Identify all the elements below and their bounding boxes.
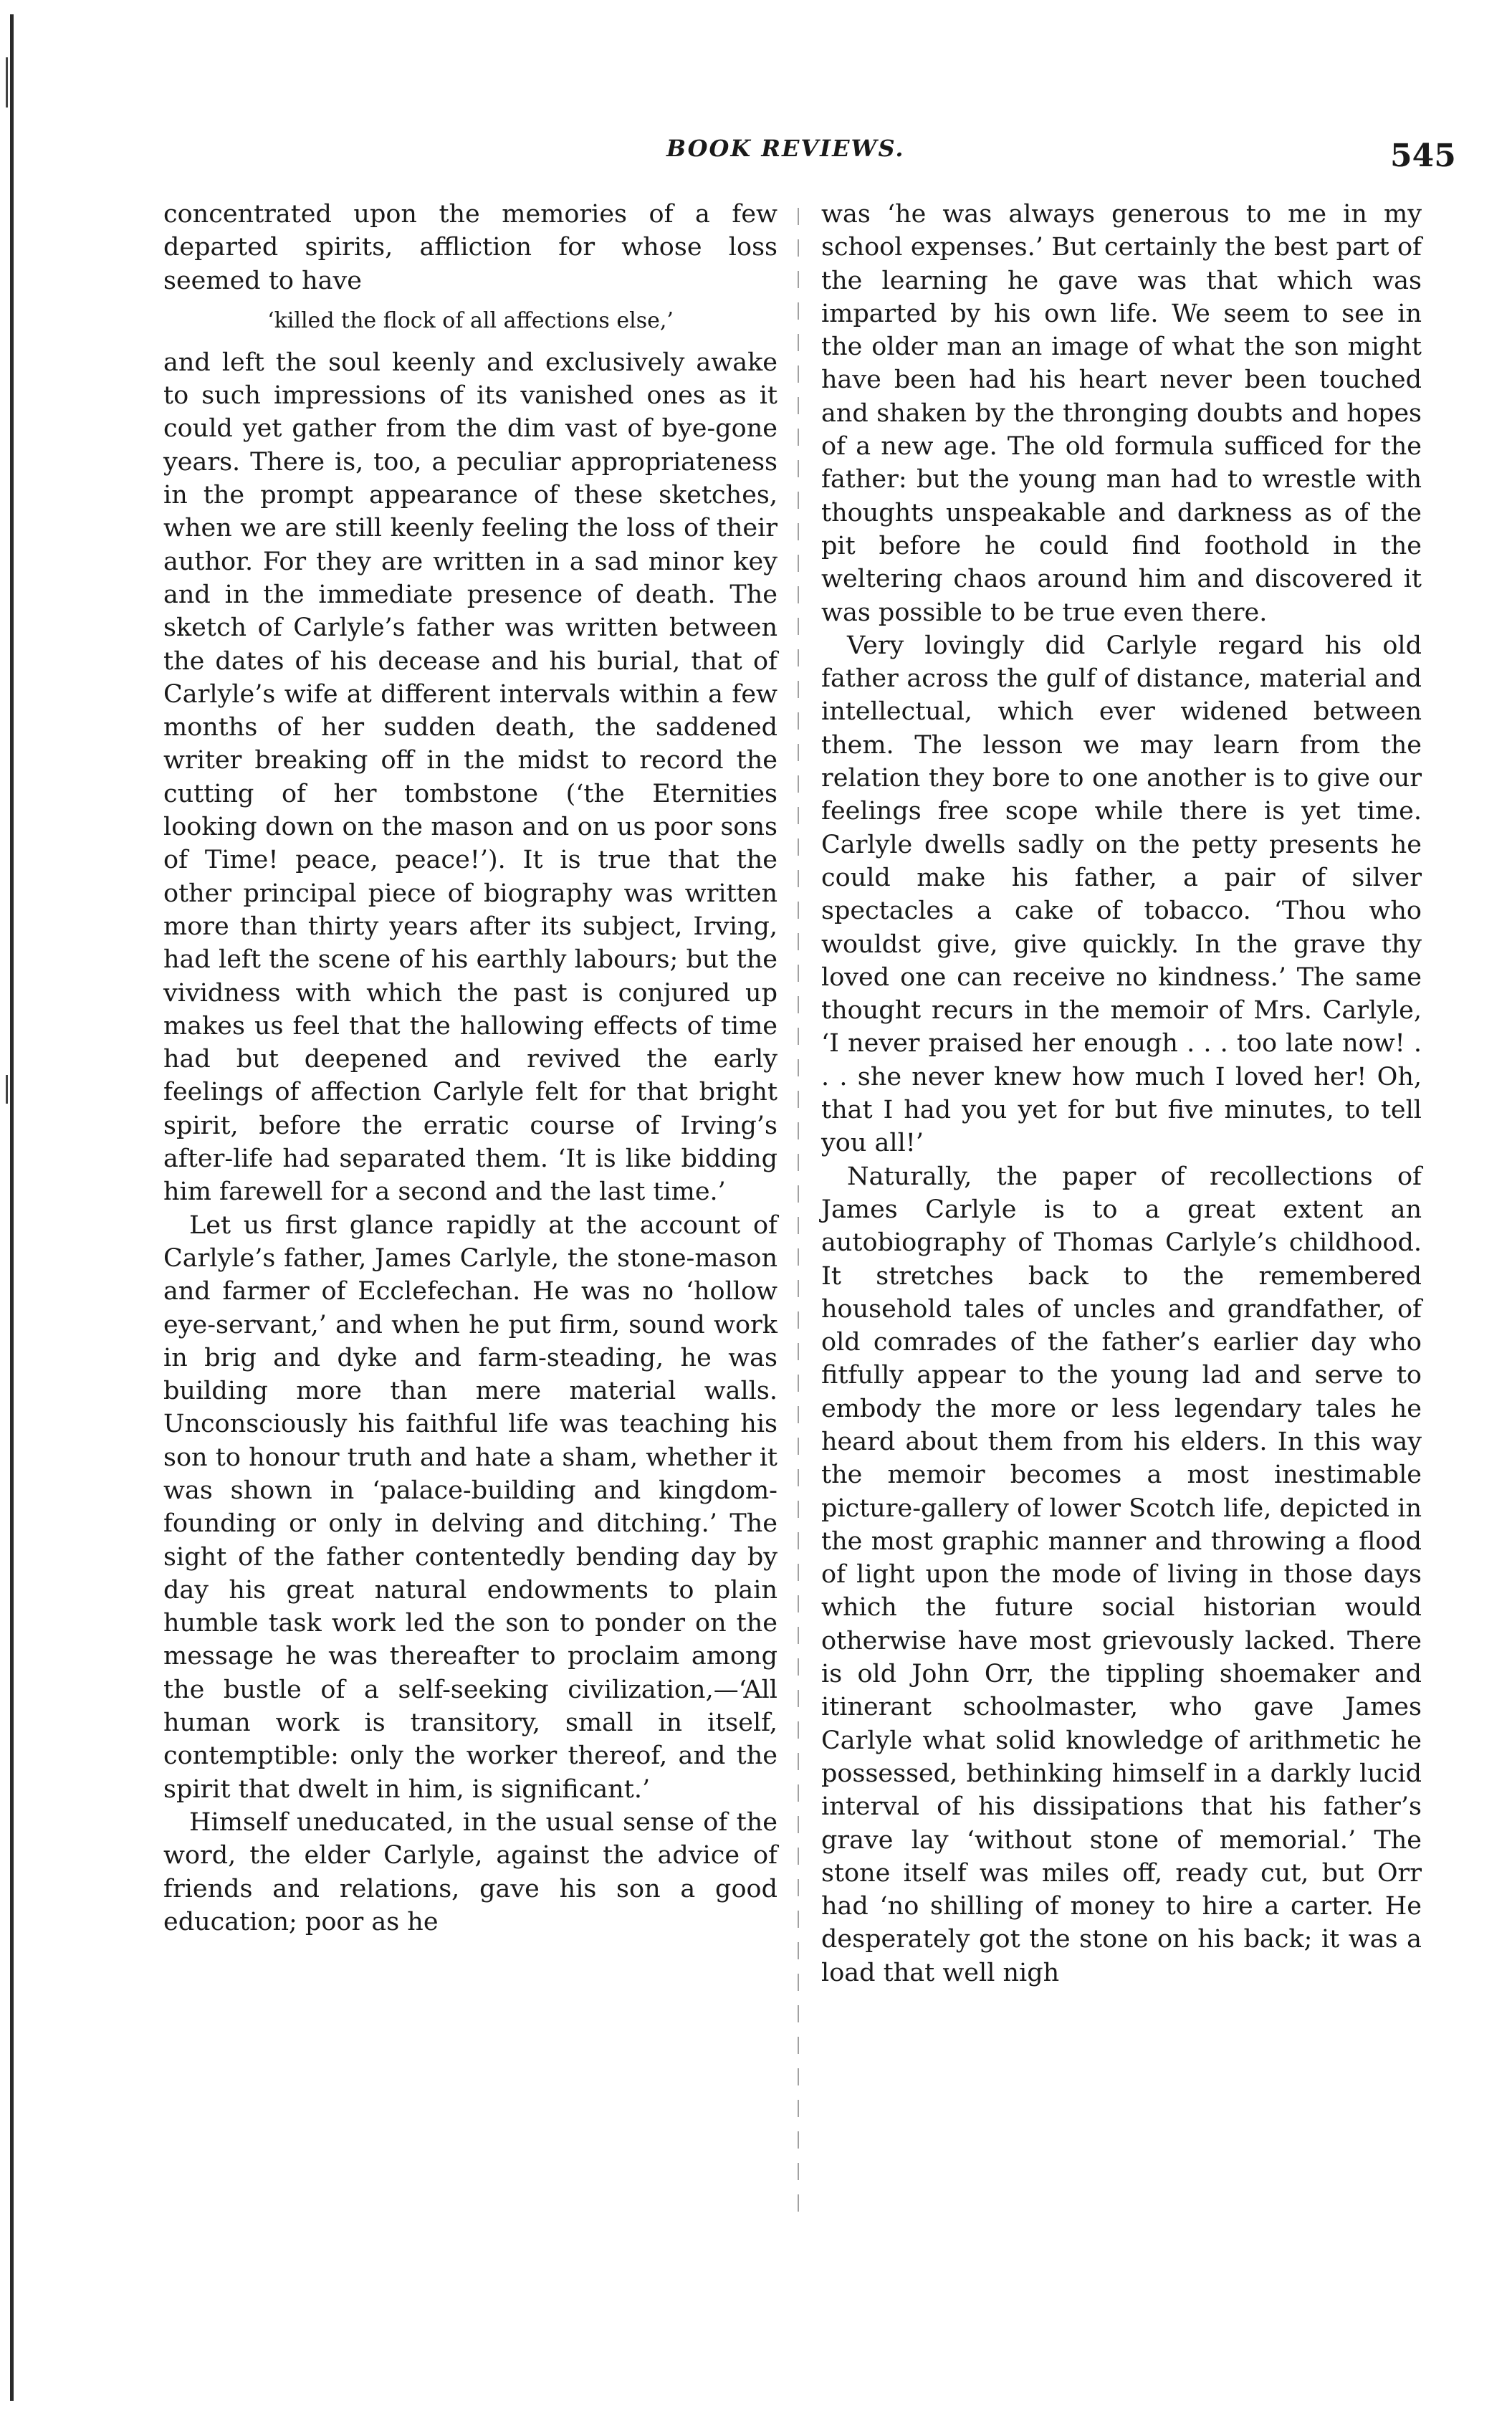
paragraph: and left the soul keenly and exclusively awake to such impressions of its vanished ones as it could yet gather from the dim vast of bye-gone years. There is, too, a peculiar appropriateness in the prompt appearance of these sketches, when we are still keenly feeling the loss of their author. For they are written in a sad minor key and in the immediate presence of death. The sketch of Carlyle’s father was written between the dates of his decease and his burial, that of Carlyle’s wife at different intervals within a few months of her sudden death, the saddened writer breaking off in the midst to record the cutting of her tombstone (‘the Eternities looking down on the mason and on us poor sons of Time! peace, peace!’). It is true that the other principal piece of biography was written more than thirty years after its subject, Irving, had left the scene of his earthly labours; but the vividness with which the past is conjured up makes us feel that the hallowing effects of time had but deepened and revived the early feelings of affection Carlyle felt for that bright spirit, before the erratic course of Irving’s after-life had separated them. ‘It is like bidding him farewell for a second and the last time.’ [163,348,777,1207]
right-column [821,198,1422,1989]
paragraph: Very lovingly did Carlyle regard his old father across the gulf of distance, material and intellectual, which ever widened between them. The lesson we may learn from the relation they bore to one another is to give our feelings free scope while there is yet time. Carlyle dwells sadly on the petty presents he could make his father, a pair of silver spectacles a cake of tobacco. ‘Thou who wouldst give, give quickly. In the grave thy loved one can receive no kindness.’ The same thought recurs in the memoir of Mrs. Carlyle, ‘I never praised her enough . . . too late now! . . . she never knew how much I loved her! Oh, that I had you yet for but five minutes, to tell you all!’ [821,631,1422,1158]
running-head [172,135,1505,178]
page-edge-tick [6,1075,8,1104]
paragraph: Let us first glance rapidly at the account of Carlyle’s father, James Carlyle, the stone-mason and farmer of Ecclefechan. He was no ‘hollow eye-servant,’ and when he put firm, sound work in brig and dyke and farm-steading, he was building more than mere material walls. Unconsciously his faithful life was teaching his son to honour truth and hate a sham, whether it was shown in ‘palace-building and kingdom-founding or only in delving and ditching.’ The sight of the father contentedly bending day by day his great natural endowments to plain humble task work led the son to ponder on the message he was thereafter to proclaim among the bustle of a self-seeking civilization,—‘All human work is transitory, small in itself, contemptible: only the worker thereof, and the spirit that dwelt in him, is significant.’ [163,1210,777,1804]
block-quote: ‘killed the flock of all affections else,’ [267,307,674,333]
column-divider [798,208,799,2214]
page-number: 545 [1390,138,1456,174]
paragraph: Naturally, the paper of recollections of James Carlyle is to a great extent an autobiography of Thomas Carlyle’s childhood. It stretches back to the remembered household tales of uncles and grandfather, of old comrades of the father’s earlier day who fitfully appear to the young lad and serve to embody the more or less legendary tales he heard about them from his elders. In this way the memoir becomes a most inestimable picture-gallery of lower Scotch life, depicted in the most graphic manner and throwing a flood of light upon the mode of living in those days which the future social historian would otherwise have most grievously lacked. There is old John Orr, the tippling shoemaker and itinerant schoolmaster, who gave James Carlyle what solid knowledge of arithmetic he possessed, bethinking himself in a darkly lucid interval of his dissipations that his father’s grave lay ‘without stone of memorial.’ The stone itself was miles off, ready cut, but Orr had ‘no shilling of money to hire a carter. He desperately got the stone on his back; it was a load that well nigh [821,1162,1422,1987]
paragraph: concentrated upon the memories of a few departed spirits, affliction for whose loss seemed to have [163,200,777,295]
paragraph: Himself uneducated, in the usual sense of the word, the elder Carlyle, against the advice of friends and relations, gave his son a good education; poor as he [163,1807,777,1936]
left-column [163,198,777,1939]
running-title: BOOK REVIEWS. [666,135,905,162]
page-edge-rule [10,14,14,2401]
paragraph: was ‘he was always generous to me in my school expenses.’ But certainly the best part of the learning he gave was that which was imparted by his own life. We seem to see in the older man an image of what the son might have been had his heart never been touched and shaken by the thronging doubts and hopes of a new age. The old formula sufficed for the father: but the young man had to wrestle with thoughts unspeakable and darkness as of the pit before he could find foothold in the weltering chaos around him and discovered it was possible to be true even there. [821,200,1422,627]
page-edge-tick [6,57,8,107]
